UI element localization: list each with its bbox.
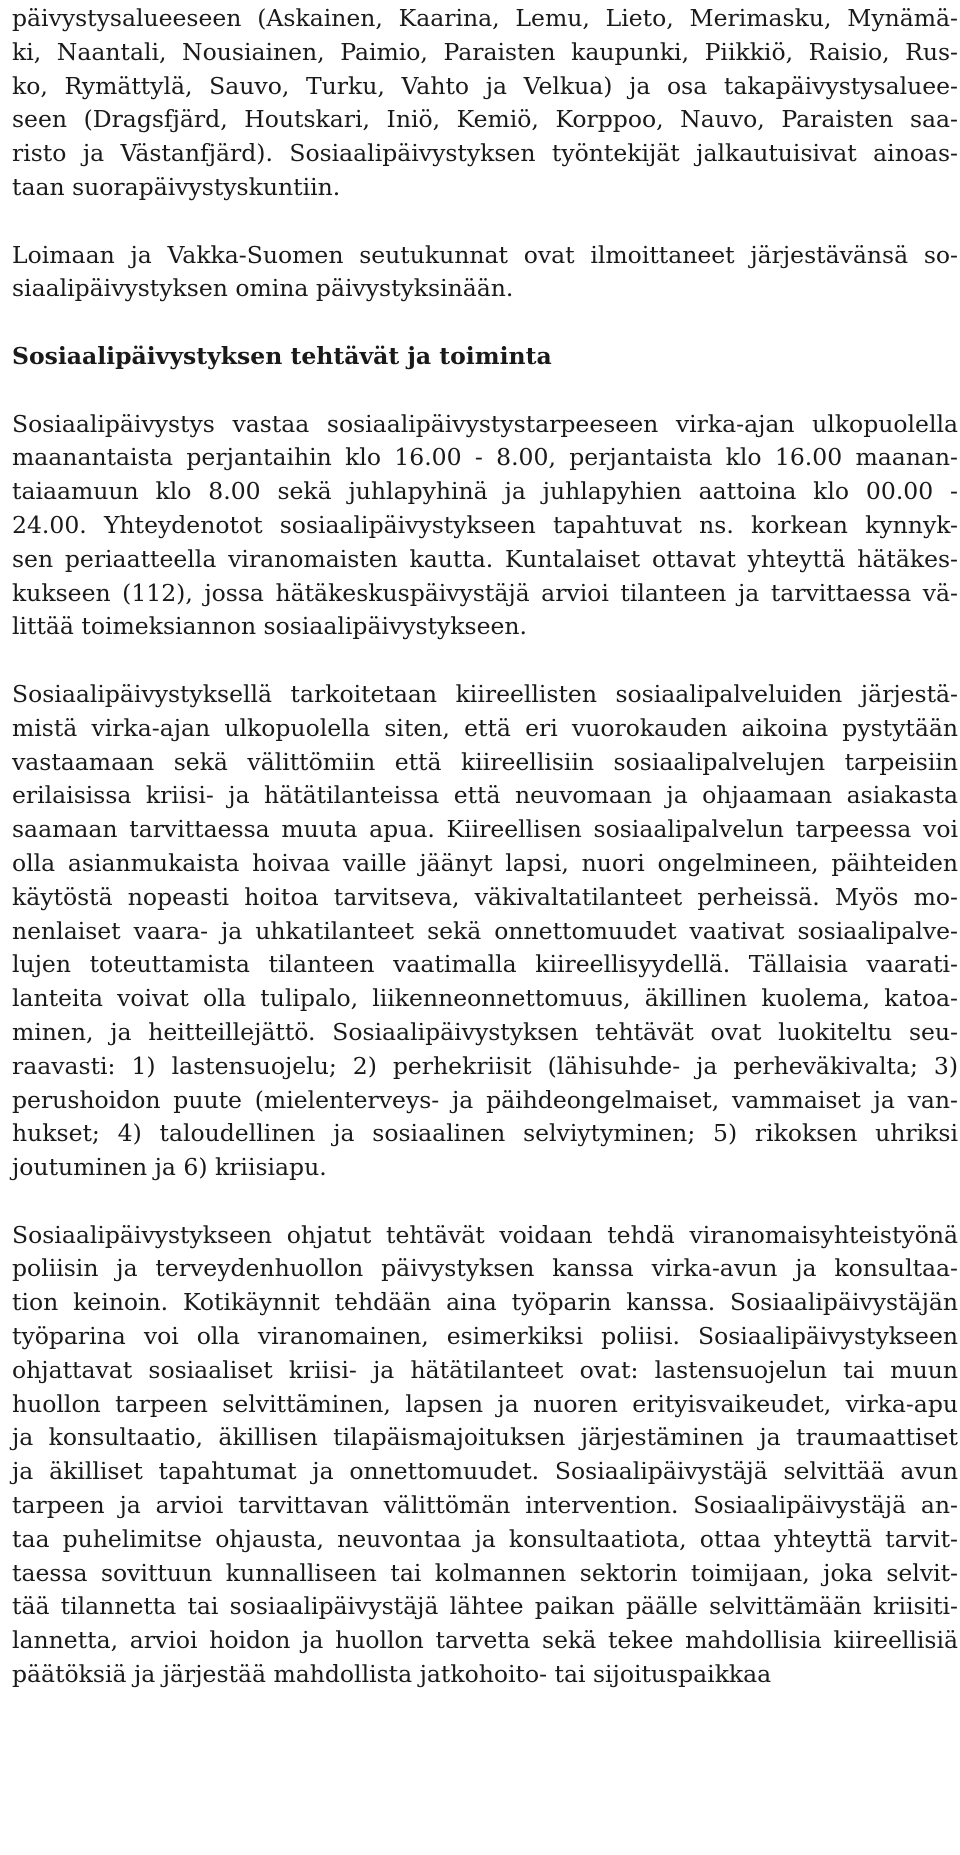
text-line: ja konsultaatio, äkillisen tilapäismajoituksen järjestäminen ja traumaattiset bbox=[12, 1423, 958, 1452]
text-line: ja äkilliset tapahtumat ja onnettomuudet. Sosiaalipäivystäjä selvittää avun bbox=[12, 1457, 958, 1486]
text-line: littää toimeksiannon sosiaalipäivystykseen. bbox=[12, 612, 528, 641]
text-line: työparina voi olla viranomainen, esimerkiksi poliisi. Sosiaalipäivystykseen bbox=[12, 1322, 958, 1351]
body-paragraph bbox=[12, 408, 958, 645]
text-line: maanantaista perjantaihin klo 16.00 - 8.00, perjantaista klo 16.00 maanan- bbox=[12, 443, 958, 472]
text-line: hukset; 4) taloudellinen ja sosiaalinen selviytyminen; 5) rikoksen uhriksi bbox=[12, 1119, 958, 1148]
text-line: seen (Dragsfjärd, Houtskari, Iniö, Kemiö, Korppoo, Nauvo, Paraisten saa- bbox=[12, 105, 958, 134]
text-line: mistä virka-ajan ulkopuolella siten, että eri vuorokauden aikoina pystytään bbox=[12, 713, 958, 742]
text-line: ohjattavat sosiaaliset kriisi- ja hätätilanteet ovat: lastensuojelun tai muun bbox=[12, 1355, 958, 1384]
text-line: kukseen (112), jossa hätäkeskuspäivystäjä arvioi tilanteen ja tarvittaessa vä- bbox=[12, 578, 958, 607]
text-line: risto ja Västanfjärd). Sosiaalipäivystyksen työntekijät jalkautuisivat ainoas- bbox=[12, 139, 958, 168]
text-line: lannetta, arvioi hoidon ja huollon tarvetta sekä tekee mahdollisia kiireellisiä bbox=[12, 1626, 958, 1655]
text-line: sen periaatteella viranomaisten kautta. Kuntalaiset ottavat yhteyttä hätäkes- bbox=[12, 544, 958, 573]
text-line: taan suorapäivystyskuntiin. bbox=[12, 172, 341, 201]
text-line: siaalipäivystyksen omina päivystyksinään. bbox=[12, 274, 514, 303]
text-line: taiaamuun klo 8.00 sekä juhlapyhinä ja juhlapyhien aattoina klo 00.00 - bbox=[12, 477, 958, 506]
text-line: huollon tarpeen selvittäminen, lapsen ja nuoren erityisvaikeudet, virka-apu bbox=[12, 1389, 958, 1418]
text-line: raavasti: 1) lastensuojelu; 2) perhekriisit (lähisuhde- ja perheväkivalta; 3) bbox=[12, 1051, 958, 1080]
body-paragraph bbox=[12, 239, 958, 307]
text-line: tarpeen ja arvioi tarvittavan välittömän intervention. Sosiaalipäivystäjä an- bbox=[12, 1491, 958, 1520]
text-line: olla asianmukaista hoivaa vaille jäänyt lapsi, nuori ongelmineen, päihteiden bbox=[12, 848, 958, 877]
text-line: perushoidon puute (mielenterveys- ja päihdeongelmaiset, vammaiset ja van- bbox=[12, 1085, 958, 1114]
text-line: joutuminen ja 6) kriisiapu. bbox=[12, 1153, 327, 1182]
body-paragraph bbox=[12, 678, 958, 1185]
text-line: lujen toteuttamista tilanteen vaatimalla kiireellisyydellä. Tällaisia vaarati- bbox=[12, 950, 958, 979]
text-line: saamaan tarvittaessa muuta apua. Kiireellisen sosiaalipalvelun tarpeessa voi bbox=[12, 815, 958, 844]
text-line: taa puhelimitse ohjausta, neuvontaa ja konsultaatiota, ottaa yhteyttä tarvit- bbox=[12, 1524, 958, 1553]
body-paragraph bbox=[12, 2, 958, 205]
section-heading bbox=[12, 340, 958, 374]
text-line: 24.00. Yhteydenotot sosiaalipäivystykseen tapahtuvat ns. korkean kynnyk- bbox=[12, 510, 958, 539]
text-line: tää tilannetta tai sosiaalipäivystäjä lähtee paikan päälle selvittämään kriisiti- bbox=[12, 1592, 958, 1621]
text-line: päätöksiä ja järjestää mahdollista jatkohoito- tai sijoituspaikkaa bbox=[12, 1660, 772, 1689]
text-line: Loimaan ja Vakka-Suomen seutukunnat ovat ilmoittaneet järjestävänsä so- bbox=[12, 240, 958, 269]
text-line: ki, Naantali, Nousiainen, Paimio, Paraisten kaupunki, Piikkiö, Raisio, Rus- bbox=[12, 37, 958, 66]
document-text-column bbox=[12, 2, 958, 1692]
text-line: lanteita voivat olla tulipalo, liikenneonnettomuus, äkillinen kuolema, katoa- bbox=[12, 984, 958, 1013]
text-line: Sosiaalipäivystyksellä tarkoitetaan kiireellisten sosiaalipalveluiden järjestä- bbox=[12, 679, 958, 708]
text-line: käytöstä nopeasti hoitoa tarvitseva, väkivaltatilanteet perheissä. Myös mo- bbox=[12, 882, 958, 911]
text-line: Sosiaalipäivystyksen tehtävät ja toiminta bbox=[12, 341, 552, 370]
text-line: taessa sovittuun kunnalliseen tai kolmannen sektorin toimijaan, joka selvit- bbox=[12, 1558, 958, 1587]
text-line: minen, ja heitteillejättö. Sosiaalipäivystyksen tehtävät ovat luokiteltu seu- bbox=[12, 1017, 958, 1046]
text-line: ko, Rymättylä, Sauvo, Turku, Vahto ja Velkua) ja osa takapäivystysaluee- bbox=[12, 71, 958, 100]
text-line: vastaamaan sekä välittömiin että kiireellisiin sosiaalipalvelujen tarpeisiin bbox=[12, 747, 958, 776]
text-line: erilaisissa kriisi- ja hätätilanteissa että neuvomaan ja ohjaamaan asiakasta bbox=[12, 781, 958, 810]
text-line: Sosiaalipäivystys vastaa sosiaalipäivystystarpeeseen virka-ajan ulkopuolella bbox=[12, 409, 958, 438]
text-line: nenlaiset vaara- ja uhkatilanteet sekä onnettomuudet vaativat sosiaalipalve- bbox=[12, 916, 958, 945]
text-line: tion keinoin. Kotikäynnit tehdään aina työparin kanssa. Sosiaalipäivystäjän bbox=[12, 1288, 958, 1317]
text-line: poliisin ja terveydenhuollon päivystyksen kanssa virka-avun ja konsultaa- bbox=[12, 1254, 958, 1283]
body-paragraph bbox=[12, 1219, 958, 1692]
text-line: Sosiaalipäivystykseen ohjatut tehtävät voidaan tehdä viranomaisyhteistyönä bbox=[12, 1220, 958, 1249]
text-line: päivystysalueeseen (Askainen, Kaarina, Lemu, Lieto, Merimasku, Mynämä- bbox=[12, 4, 958, 32]
